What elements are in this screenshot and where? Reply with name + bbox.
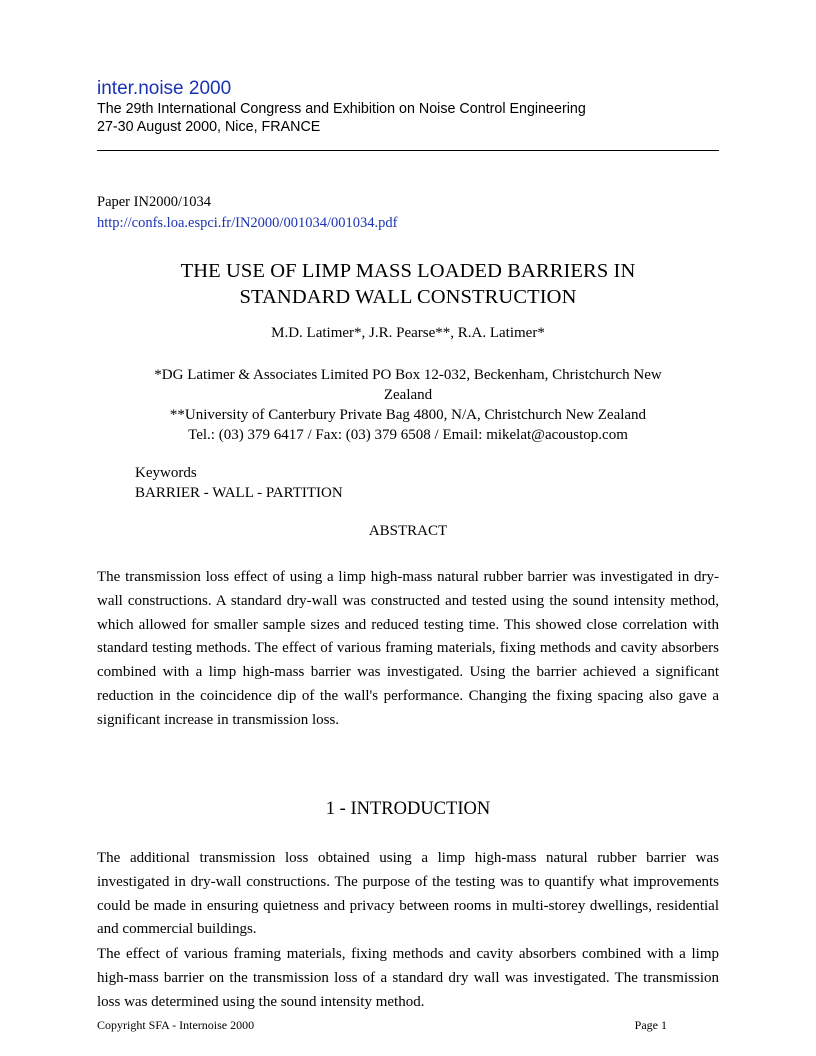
affiliations: [97, 365, 719, 445]
keywords-block: [135, 463, 343, 503]
conference-subtitle: The 29th International Congress and Exhibition on Noise Control Engineering: [97, 101, 586, 117]
conference-dates: 27-30 August 2000, Nice, FRANCE: [97, 119, 321, 135]
affiliation-line-1: *DG Latimer & Associates Limited PO Box 12-032, Beckenham, Christchurch New: [154, 367, 662, 383]
paper-url-link[interactable]: http://confs.loa.espci.fr/IN2000/001034/001034.pdf: [97, 215, 398, 231]
paper-authors: M.D. Latimer*, J.R. Pearse**, R.A. Latimer*: [271, 325, 545, 341]
conference-header: [97, 78, 719, 136]
contact-line: Tel.: (03) 379 6417 / Fax: (03) 379 6508 / Email: mikelat@acoustop.com: [188, 427, 628, 443]
introduction-paragraph-1: The additional transmission loss obtained using a limp high-mass natural rubber barrier was investigated in dry-wall constructions. The purpose of the testing was to quantify what improvements could be made in ensuring quietness and privacy between rooms in multi-storey dwellings, residential and commercial buildings.: [97, 850, 719, 938]
affiliation-line-2: Zealand: [383, 387, 433, 403]
paper-title: [97, 258, 719, 310]
paper-title-line-1: THE USE OF LIMP MASS LOADED BARRIERS IN: [180, 260, 636, 282]
introduction-paragraph-2: The effect of various framing materials, fixing methods and cavity absorbers combined with a limp high-mass barrier on the transmission loss of a standard dry wall was investigated. The transmission loss was determined using the sound intensity method.: [97, 946, 719, 1010]
affiliation-line-3: **University of Canterbury Private Bag 4800, N/A, Christchurch New Zealand: [169, 407, 647, 423]
conference-name: inter.noise 2000: [97, 78, 232, 99]
header-divider: [97, 150, 719, 151]
paper-number: Paper IN2000/1034: [97, 194, 211, 210]
keywords-label: Keywords: [135, 465, 197, 481]
paper-reference: [97, 192, 397, 234]
footer-page-number: Page 1: [634, 1018, 667, 1032]
abstract-heading: ABSTRACT: [368, 523, 448, 539]
footer-copyright: Copyright SFA - Internoise 2000: [97, 1018, 255, 1032]
paper-title-line-2: STANDARD WALL CONSTRUCTION: [239, 286, 577, 308]
keywords-values: BARRIER - WALL - PARTITION: [135, 485, 343, 501]
introduction-heading: 1 - INTRODUCTION: [325, 799, 491, 819]
abstract-text: The transmission loss effect of using a limp high-mass natural rubber barrier was investigated in dry-wall constructions. A standard dry-wall was constructed and tested using the sound intensity method, which allowed for smaller sample sizes and reduced testing time. This showed close correlation with standard testing methods. The effect of various framing materials, fixing methods and cavity absorbers combined with a limp high-mass barrier was investigated. Using the barrier achieved a significant reduction in the coincidence dip of the wall's performance. Changing the fixing spacing also gave a significant increase in transmission loss.: [97, 569, 719, 728]
